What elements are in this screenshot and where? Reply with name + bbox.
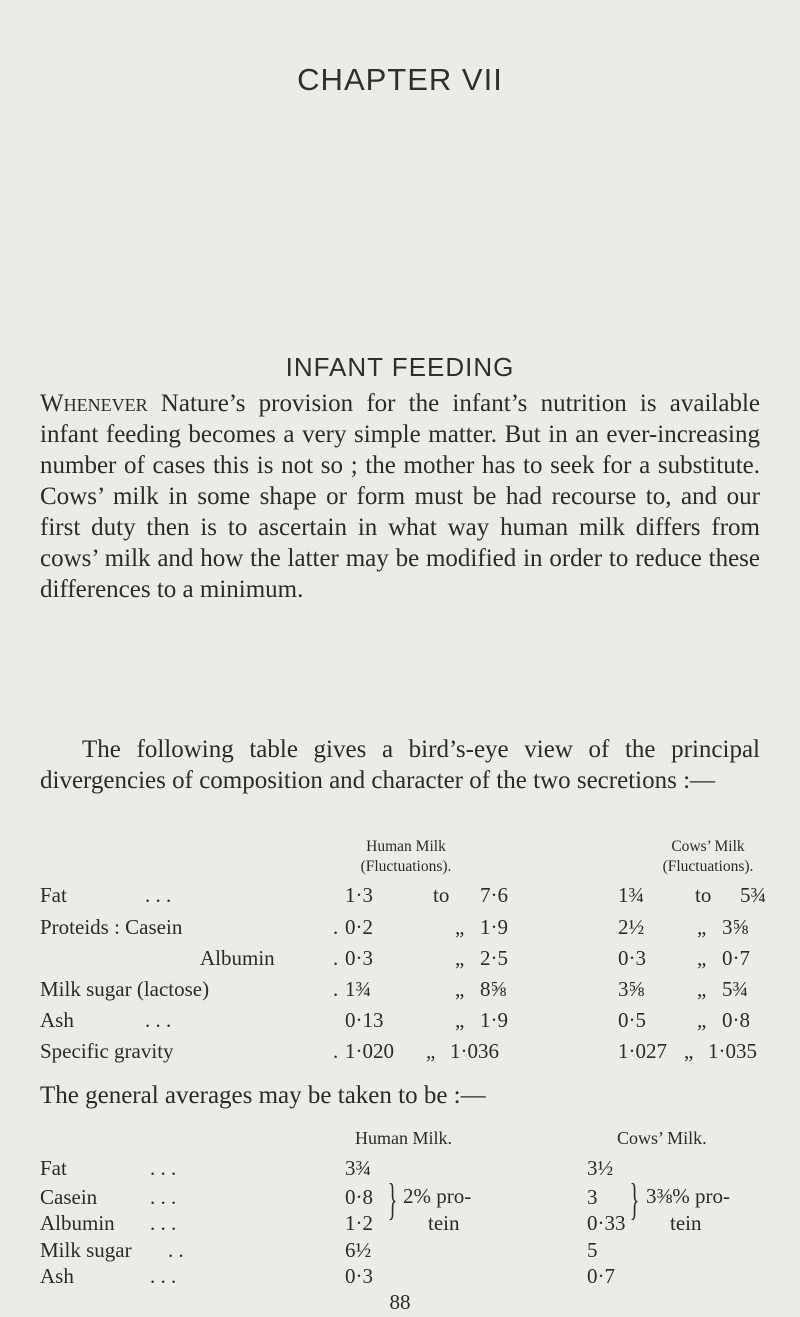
paragraph-1-text: Nature’s provision for the infant’s nutrition is available infant feeding becomes a very simple matter. But in an ever-increasing number of cases this is not so ; the mother has to seek for a substitute. Cows’ milk in some shape or form must be had recourse to, and our first duty then is to ascertain in what way human milk differs from cows’ milk and how the latter may be modified in order to reduce these differences to a minimum. [40,390,760,603]
table1-cows-head: Cows’ Milk (Fluctuations). [662,838,754,875]
cows-protein-note-1: 3⅜% pro- [646,1184,730,1208]
book-page: CHAPTER VII INFANT FEEDING Whenever Nature’s provision for the infant’s nutrition is available infant feeding becomes a very simple matter. But in an ever-increasing number of cases this is not so ; the mother has to seek for a substitute. Cows’ milk in some shape or form must be had recourse to, and our first duty then is to ascertain in what way human milk differs from cows’ milk and how the latter may be modified in order to reduce these differences to a minimum. The following table gives a bird’s-eye view of the principal divergencies of composition and character of the two secretions :— Human Milk (Fluctuations). Cows’ Milk (Fluctuations). Fat . . . 1·3 to 7·6 1¾ to 5¾ Proteids : Casein . 0·2 „ 1·9 2½ „ 3⅝ Albumin . 0·3 „ 2·5 0·3 „ 0·7 Milk sugar (lactose) . 1¾ „ 8⅝ 3⅝ „ 5¾ Ash . . . 0·13 „ 1·9 0·5 „ 0·8 Specific gravity . 1·020 „ 1·036 1·027 „ 1·035 The general averages may be taken to be :— Human Milk. Cows’ Milk. Fat . . . 3¾ 3½ Casein . . . 0·8 3 Albumin . . . 1·2 0·33 Milk sugar . . 6½ 5 Ash . . . 0·3 0·7 } 2% pro- tein } 3⅜% pro- tein 88 [0,0,800,1317]
page-number: 88 [389,1290,411,1314]
table1-human-head: Human Milk (Fluctuations). [360,838,452,875]
human-protein-brace: } [387,1175,398,1224]
paragraph-2: The following table gives a bird’s-eye view of the principal divergencies of composition and character of the two secretions :— [40,736,760,794]
table2-cows-head: Cows’ Milk. [617,1128,707,1148]
paragraph-1-lead: Whenever [40,390,148,417]
paragraph-3: The general averages may be taken to be :— [40,1082,486,1109]
human-protein-note-1: 2% pro- [403,1184,472,1208]
chapter-heading: CHAPTER VII [297,62,503,97]
cows-protein-note-2: tein [670,1211,702,1235]
chapter-title: INFANT FEEDING [285,352,515,382]
table2-human-head: Human Milk. [355,1128,452,1148]
human-protein-note-2: tein [428,1211,460,1235]
cows-protein-brace: } [629,1175,640,1224]
paragraph-1 [40,388,760,605]
